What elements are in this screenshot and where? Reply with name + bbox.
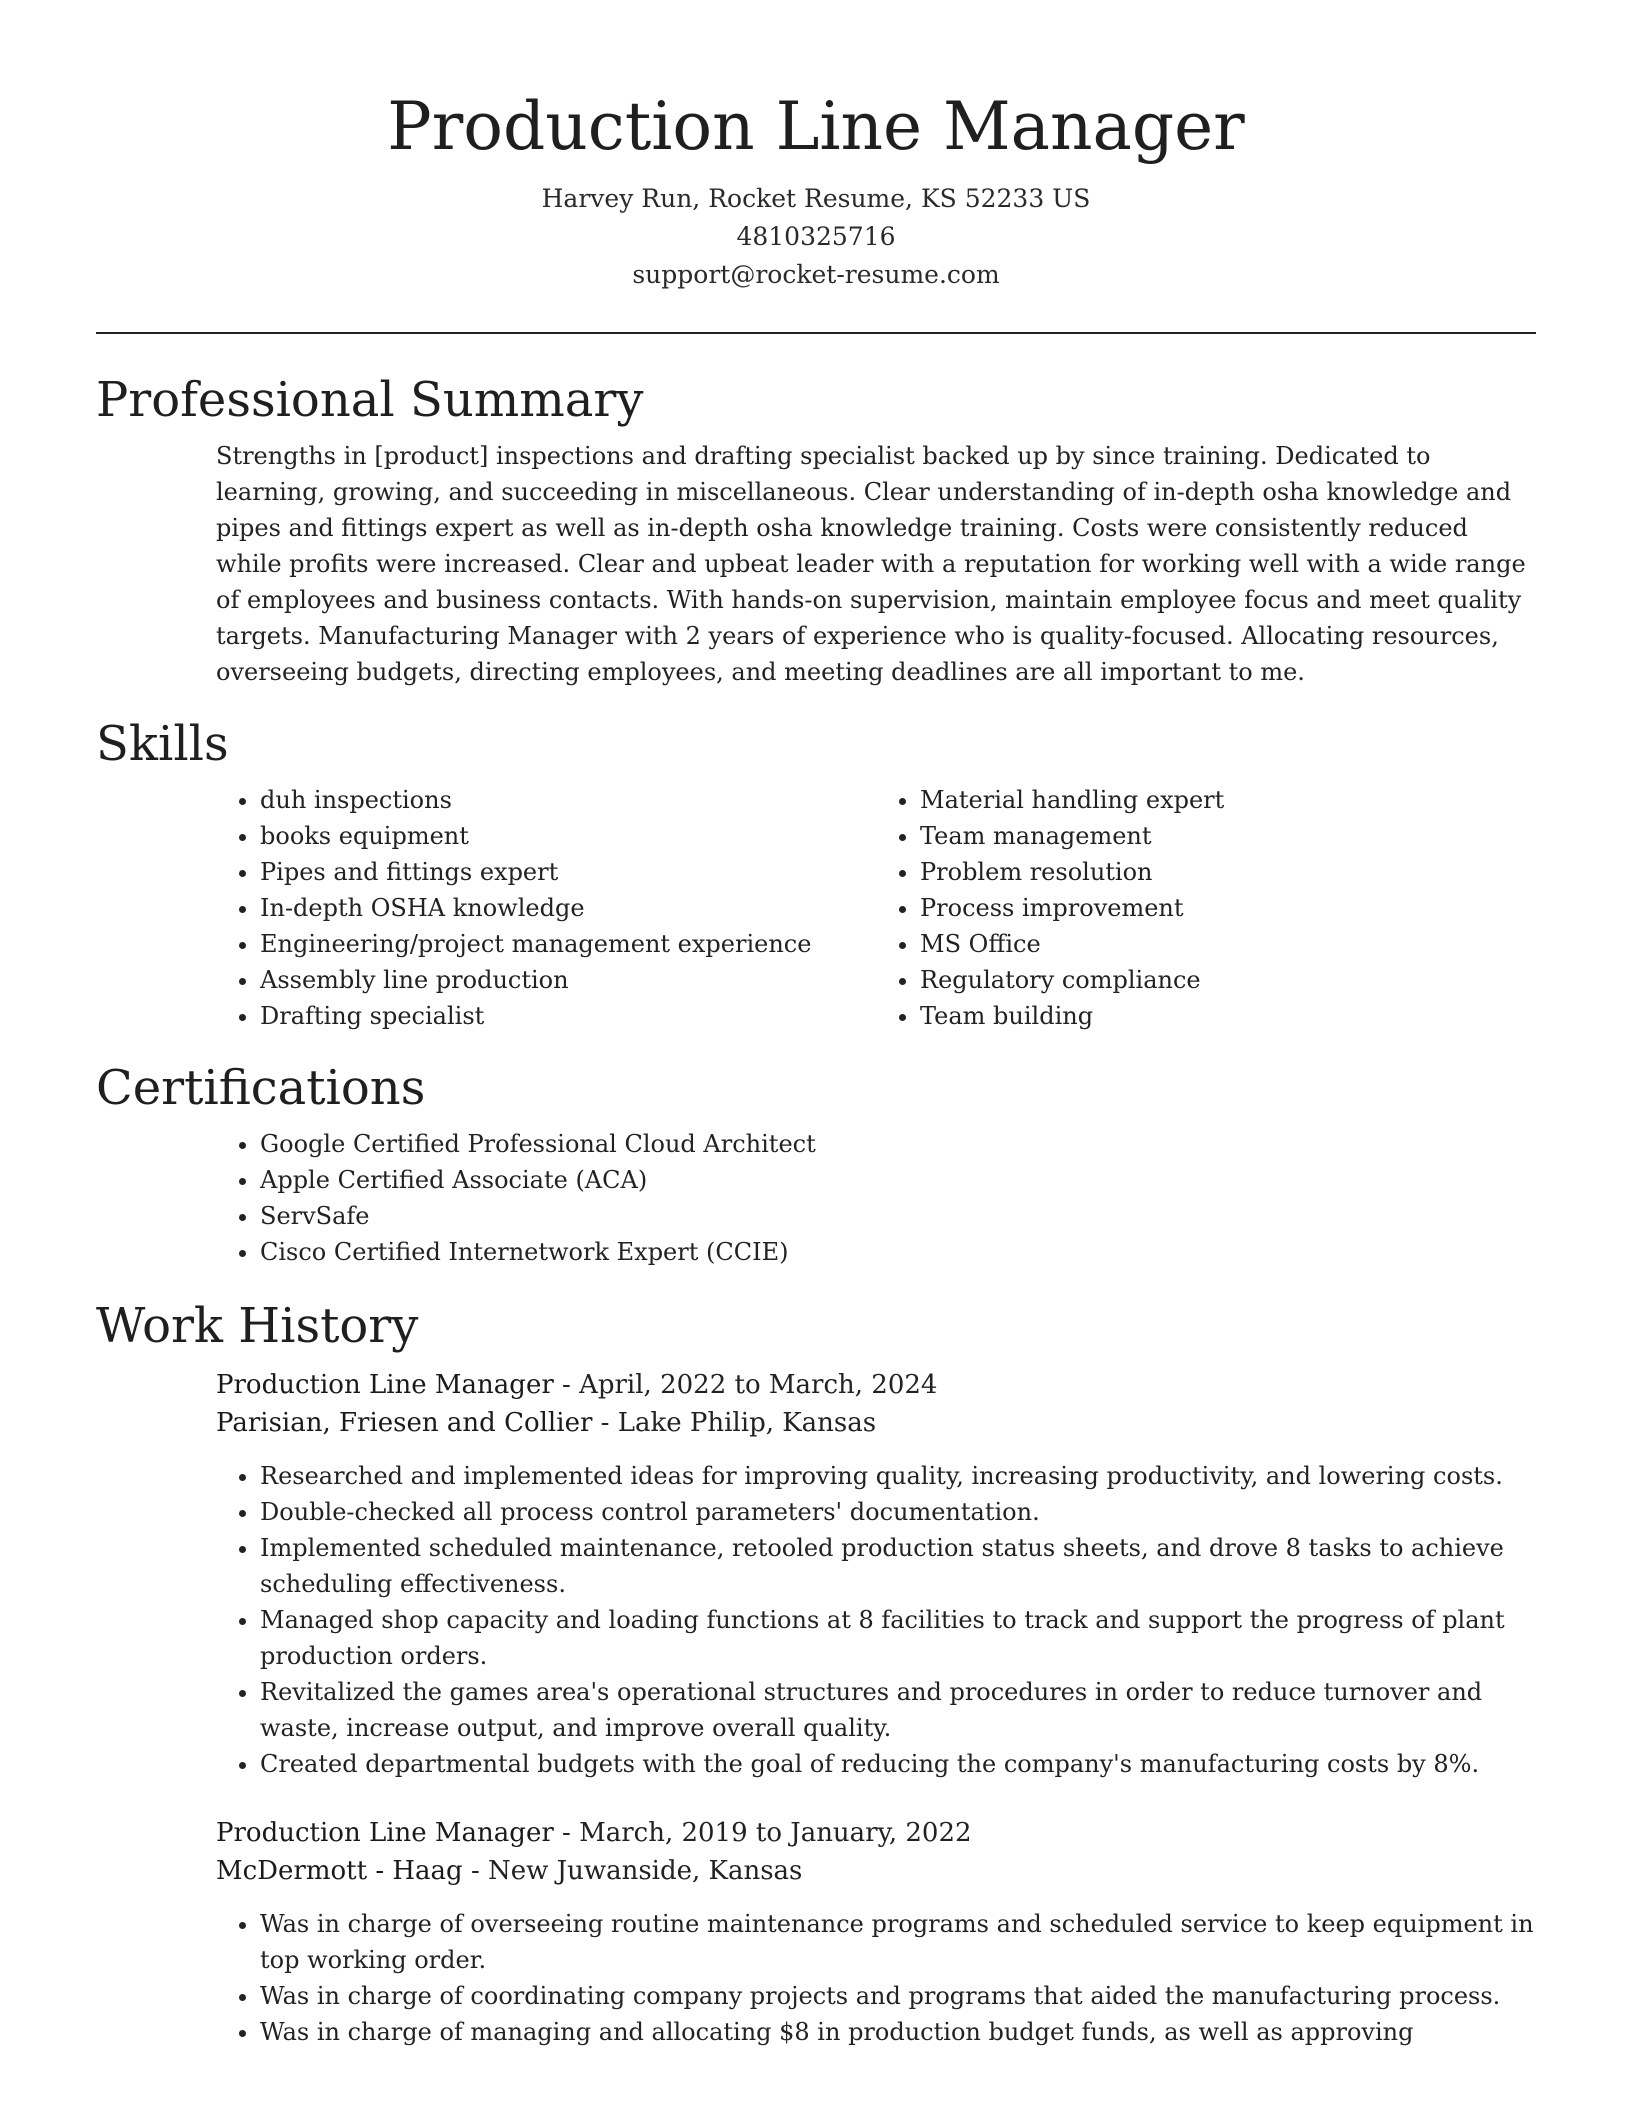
skills-list-right <box>876 782 1536 1034</box>
skill-item: • duh inspections <box>260 782 876 818</box>
job-company-line <box>216 1852 1536 1890</box>
skills-list-left <box>216 782 876 1034</box>
certifications-list <box>216 1126 1536 1270</box>
skill-item: • Regulatory compliance <box>920 962 1536 998</box>
job-bullet: • Implemented scheduled maintenance, retooled production status sheets, and drove 8 tasks to achieve scheduling effectiveness. <box>260 1530 1536 1602</box>
certifications-section <box>216 1126 1536 1270</box>
skill-item: • books equipment <box>260 818 876 854</box>
job-bullet: • Revitalized the games area's operational structures and procedures in order to reduce turnover and waste, increase output, and improve overall quality. <box>260 1674 1536 1746</box>
summary-text: Strengths in [product] inspections and drafting specialist backed up by since training. Dedicated to learning, growing, and succeeding in miscellaneous. Clear understanding of in-depth osha knowledge and pipes and fittings expert as well as in-depth osha knowledge training. Costs were consistently reduced while profits were increased. Clear and upbeat leader with a reputation for working well with a wide range of employees and business contacts. With hands-on supervision, maintain employee focus and meet quality targets. Manufacturing Manager with 2 years of experience who is quality-focused. Allocating resources, overseeing budgets, directing employees, and meeting deadlines are all important to me. <box>216 442 1526 686</box>
skill-item: • In-depth OSHA knowledge <box>260 890 876 926</box>
job-bullets <box>216 1906 1536 2050</box>
skill-item: • Engineering/project management experience <box>260 926 876 962</box>
job-dates: - April, 2022 to March, 2024 <box>553 1370 938 1400</box>
job-title-line <box>216 1366 1536 1404</box>
skill-item: • Process improvement <box>920 890 1536 926</box>
resume-name: Production Line Manager <box>387 88 1245 165</box>
skill-item: • Team building <box>920 998 1536 1034</box>
skills-section <box>216 782 1536 1034</box>
summary-section <box>216 438 1536 690</box>
skill-item: • Pipes and fittings expert <box>260 854 876 890</box>
certification-item: • Apple Certified Associate (ACA) <box>260 1162 1536 1198</box>
resume-page <box>96 0 1536 2050</box>
work-history-section <box>216 1366 1536 2050</box>
skill-item: • Drafting specialist <box>260 998 876 1034</box>
skill-item: • MS Office <box>920 926 1536 962</box>
skill-item: • Assembly line production <box>260 962 876 998</box>
section-title-skills: Skills <box>96 716 229 772</box>
job-company: Parisian, Friesen and Collier <box>216 1408 593 1438</box>
job-bullets <box>216 1458 1536 1782</box>
job-entry <box>216 1366 1536 1782</box>
job-bullet: • Double-checked all process control parameters' documentation. <box>260 1494 1536 1530</box>
contact-block <box>96 180 1536 294</box>
section-title-work-history: Work History <box>96 1298 419 1354</box>
certification-item: • Google Certified Professional Cloud Architect <box>260 1126 1536 1162</box>
job-bullet: • Created departmental budgets with the goal of reducing the company's manufacturing costs by 8%. <box>260 1746 1536 1782</box>
job-location: - Lake Philip, Kansas <box>592 1408 877 1438</box>
section-title-summary: Professional Summary <box>96 372 644 428</box>
job-title-line <box>216 1814 1536 1852</box>
section-title-certifications: Certifications <box>96 1060 426 1116</box>
certification-item: • Cisco Certified Internetwork Expert (CCIE) <box>260 1234 1536 1270</box>
skill-item: • Team management <box>920 818 1536 854</box>
job-company-line <box>216 1404 1536 1442</box>
job-role: Production Line Manager <box>216 1818 554 1848</box>
job-bullet: • Researched and implemented ideas for improving quality, increasing productivity, and lowering costs. <box>260 1458 1536 1494</box>
job-bullet: • Was in charge of overseeing routine maintenance programs and scheduled service to keep equipment in top working order. <box>260 1906 1536 1978</box>
skill-item: • Material handling expert <box>920 782 1536 818</box>
job-entry <box>216 1814 1536 2050</box>
job-location: - New Juwanside, Kansas <box>462 1856 803 1886</box>
certification-item: • ServSafe <box>260 1198 1536 1234</box>
job-bullet: • Managed shop capacity and loading functions at 8 facilities to track and support the progress of plant production orders. <box>260 1602 1536 1674</box>
contact-phone: 4810325716 <box>736 222 896 251</box>
contact-address: Harvey Run, Rocket Resume, KS 52233 US <box>541 184 1091 213</box>
job-company: McDermott - Haag <box>216 1856 463 1886</box>
skill-item: • Problem resolution <box>920 854 1536 890</box>
job-role: Production Line Manager <box>216 1370 554 1400</box>
header-divider <box>96 332 1536 334</box>
job-bullet: • Was in charge of managing and allocating $8 in production budget funds, as well as approving <box>260 2014 1536 2050</box>
job-dates: - March, 2019 to January, 2022 <box>553 1818 972 1848</box>
job-bullet: • Was in charge of coordinating company projects and programs that aided the manufacturing process. <box>260 1978 1536 2014</box>
contact-email: support@rocket-resume.com <box>632 260 1000 289</box>
